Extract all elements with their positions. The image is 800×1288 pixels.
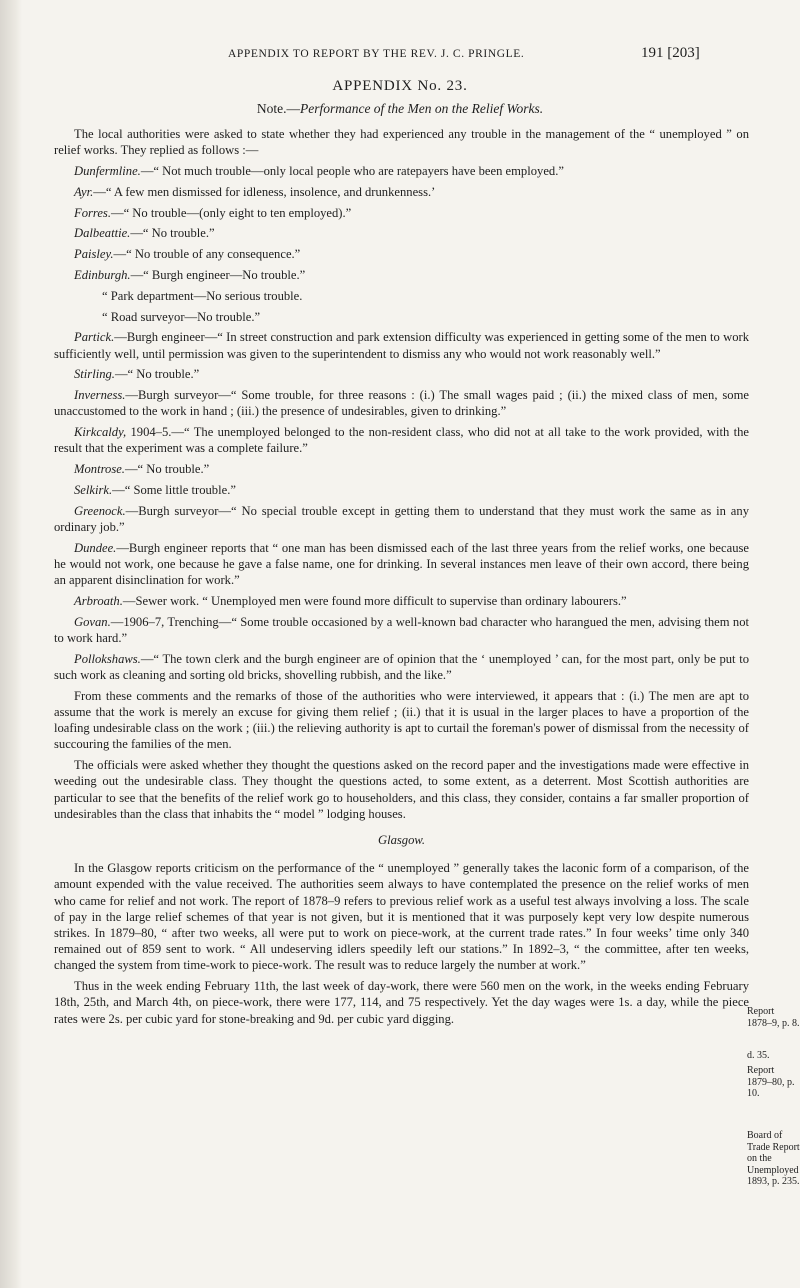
reply-place: Dunfermline. xyxy=(74,164,141,178)
reply-text: —“ No trouble.” xyxy=(130,226,215,241)
page-number: 191 [203] xyxy=(641,45,700,61)
margin-note: Board of Trade Report on the Unemployed 1893, p. 235. xyxy=(747,1130,800,1187)
reply-text: —Burgh engineer—“ In street construction and park extension difficulty was experienced in getting some of the men to work sufficiently well, until permission was given to the superintendent to dismiss any who would not work reasonably well.” xyxy=(54,330,749,361)
reply-item xyxy=(54,267,749,283)
summary-paragraph: The officials were asked whether they thought the questions asked on the record paper and the investigations made were effective in weeding out the undesirable class. They thought the questions acted, to some extent, as a deterrent. Most Scottish authorities are particular to see that the benefits of the relief work go to householders, and this class, they consider, contains a far smaller proportion of undesirables than the class that inhabits the “ model ” lodging houses. xyxy=(54,758,749,821)
reply-place: Dundee. xyxy=(74,540,117,555)
glasgow-paragraph: In the Glasgow reports criticism on the performance of the “ unemployed ” generally takes the laconic form of a comparison, of the amount expended with the value received. The authorities seem always to have contemplated the presence on the relief works of men who came for relief and not work. The report of 1878–9 refers to previous relief work as a useful test always involving a loss. The scale of pay in the large relief schemes of that year is not given, but it is mentioned that it was purposely kept very low despite numerous strikes. In 1879–80, “ after two weeks, all were put to work on piece-work, at the current trade rates.” In four weeks’ time only 340 remained out of 859 sent to work. “ All undeserving idlers speedily left our stations.” In 1892–3, “ the committee, after ten weeks, changed the system from time-work to piece-work. The result was to reduce largely the number at work.” xyxy=(54,861,749,973)
margin-note: d. 35. xyxy=(747,1050,770,1061)
reply-text: —“ No trouble of any consequence.” xyxy=(113,247,301,262)
reply-place: Forres. xyxy=(74,205,111,220)
reply-text: —Sewer work. “ Unemployed men were found more difficult to supervise than ordinary labourers.” xyxy=(122,593,627,608)
appendix-title: APPENDIX No. 23. xyxy=(332,78,468,94)
reply-item xyxy=(54,614,749,646)
reply-place: Stirling. xyxy=(74,367,115,382)
margin-note: Report 1878–9, p. 8. xyxy=(747,1006,800,1029)
reply-place: Pollokshaws. xyxy=(74,651,141,666)
reply-item xyxy=(54,205,749,221)
margin-note: Report 1879–80, p. 10. xyxy=(747,1065,795,1099)
replies-list xyxy=(54,163,749,683)
reply-item xyxy=(54,163,749,179)
document-body xyxy=(54,126,749,1031)
page-edge-shadow xyxy=(0,0,22,1288)
reply-text: —“ A few men dismissed for idleness, insolence, and drunkenness.’ xyxy=(93,184,436,199)
running-header xyxy=(0,45,800,68)
reply-item xyxy=(54,482,749,498)
reply-item xyxy=(54,540,749,589)
note-title: Performance of the Men on the Relief Works. xyxy=(299,101,544,116)
edinburgh-subreply: “ Road surveyor—No trouble.” xyxy=(102,309,261,324)
reply-text: —1906–7, Trenching—“ Some trouble occasioned by a well-known bad character who harangued the men, advising them not to work hard.” xyxy=(54,614,749,645)
reply-text: —“ The town clerk and the burgh engineer are of opinion that the ‘ unemployed ’ can, for the most part, only be put to such work as cleaning and sorting old bricks, shovelling rubbish, and the like.” xyxy=(54,651,749,682)
reply-item xyxy=(54,461,749,477)
reply-place: Dalbeattie. xyxy=(74,226,131,241)
edinburgh-subreply: “ Park department—No serious trouble. xyxy=(102,288,303,303)
reply-item xyxy=(54,651,749,683)
reply-text: —“ Burgh engineer—No trouble.” xyxy=(130,267,306,282)
reply-text: 1904–5.—“ The unemployed belonged to the non-resident class, who did not at all take to the work provided, with the result that the experiment was a complete failure.” xyxy=(54,425,749,456)
reply-text: —“ No trouble.” xyxy=(114,367,200,382)
reply-place: Montrose. xyxy=(74,462,125,477)
reply-item xyxy=(54,329,749,361)
reply-item xyxy=(54,503,749,535)
reply-item xyxy=(54,593,749,609)
reply-item xyxy=(54,424,749,456)
reply-place: Greenock. xyxy=(74,503,126,518)
reply-place: Inverness. xyxy=(74,388,126,403)
reply-place: Selkirk. xyxy=(74,482,113,497)
reply-place: Edinburgh. xyxy=(74,267,131,282)
reply-item xyxy=(54,366,749,382)
reply-text: —“ No trouble—(only eight to ten employed).” xyxy=(110,205,352,220)
running-title: APPENDIX TO REPORT BY THE REV. J. C. PRINGLE. xyxy=(228,48,525,60)
reply-text: —Burgh engineer reports that “ one man has been dismissed each of the last three years from the relief works, one because he would not work, one because he gave a false name, one for drinking. In several instances men leave of their own accord, there being an apparent disinclination for work.” xyxy=(54,540,749,588)
reply-text: —“ Not much trouble—only local people who are ratepayers have been employed.” xyxy=(140,164,564,178)
section-heading: Glasgow. xyxy=(378,832,425,847)
note-label: Note.— xyxy=(256,101,300,116)
reply-place: Partick. xyxy=(74,330,115,345)
intro-paragraph: The local authorities were asked to state whether they had experienced any trouble in the management of the “ unemployed ” on relief works. They replied as follows :— xyxy=(54,127,749,158)
note-heading xyxy=(0,101,800,117)
glasgow-paragraph: Thus in the week ending February 11th, the last week of day-work, there were 560 men on the work, in the weeks ending February 18th, 25th, and March 4th, on piece-work, there were 177, 114, and 75 respectively. Yet the day wages were 1s. a day, while the piece rates were 2s. per cubic yard for stone-breaking and 9d. per cubic yard digging. xyxy=(54,979,749,1026)
reply-text: —“ Some little trouble.” xyxy=(112,482,236,497)
reply-text: —“ No trouble.” xyxy=(124,462,210,477)
summary-paragraph: From these comments and the remarks of those of the authorities who were interviewed, it appears that : (i.) The men are apt to assume that the work is merely an excuse for giving them relief ; (ii.) that it is usual in the larger places to have a proportion of the loafing undesirable class on the work ; (iii.) the relieving authority is apt to curtail the foreman's power of dismissal from the necessity of succouring the families of the men. xyxy=(54,688,749,752)
reply-item xyxy=(54,387,749,419)
reply-place: Ayr. xyxy=(74,184,94,199)
reply-item xyxy=(54,246,749,262)
reply-place: Paisley. xyxy=(74,247,114,262)
reply-place: Arbroath. xyxy=(74,593,123,608)
reply-place: Govan. xyxy=(74,614,111,629)
reply-place: Kirkcaldy, xyxy=(74,425,127,440)
reply-item xyxy=(54,225,749,241)
reply-item xyxy=(54,184,749,200)
reply-text: —Burgh surveyor—“ No special trouble except in getting them to understand that they must work the same as in any ordinary job.” xyxy=(54,503,749,534)
reply-text: —Burgh surveyor—“ Some trouble, for three reasons : (i.) The small wages paid ; (ii.) the mixed class of men, some unaccustomed to the work in hand ; (iii.) the presence of undesirables, given to drinking.” xyxy=(54,388,749,419)
